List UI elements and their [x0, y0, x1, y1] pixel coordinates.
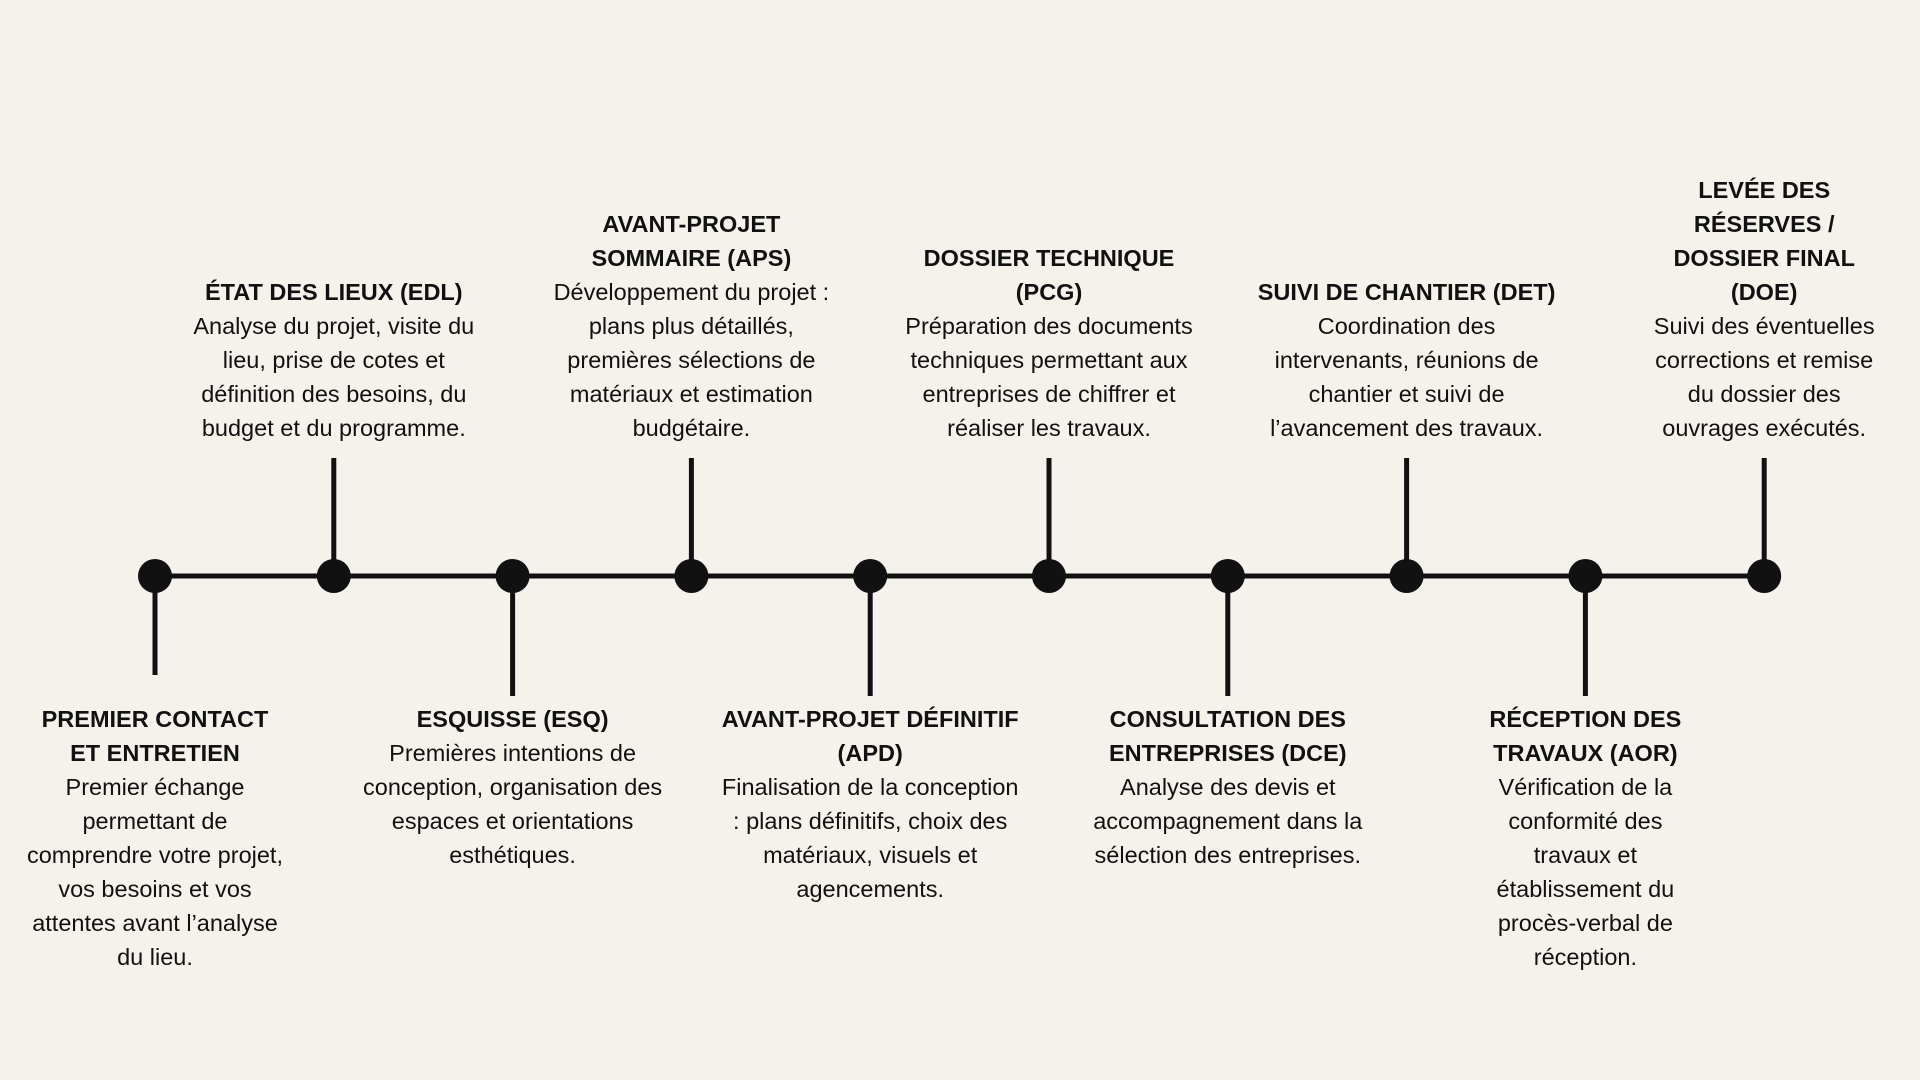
step-title: ESQUISSE (ESQ)	[416, 706, 609, 732]
step-description: Analyse des devis et accompagnement dans la sélection des entreprises.	[1093, 774, 1363, 868]
step-title: PREMIER CONTACT ET ENTRETIEN	[41, 706, 269, 766]
step-block	[184, 275, 484, 445]
step-description: Préparation des documents techniques permettant aux entreprises de chiffrer et réaliser les travaux.	[905, 313, 1193, 441]
step-description: Vérification de la conformité des travaux et établissement du procès-verbal de réception.	[1496, 774, 1675, 970]
step-description: Finalisation de la conception : plans définitifs, choix des matériaux, visuels et agencements.	[721, 774, 1019, 902]
step-description: Développement du projet : plans plus détaillés, premières sélections de matériaux et estimation budgétaire.	[553, 279, 830, 441]
step-dot	[1390, 559, 1424, 593]
step-title: CONSULTATION DES ENTREPRISES (DCE)	[1108, 706, 1347, 766]
step-title: SUIVI DE CHANTIER (DET)	[1257, 279, 1556, 305]
step-dot	[317, 559, 351, 593]
step-dot	[496, 559, 530, 593]
step-dot	[674, 559, 708, 593]
step-dot	[1211, 559, 1245, 593]
step-title: AVANT-PROJET SOMMAIRE (APS)	[591, 211, 792, 271]
step-description: Coordination des intervenants, réunions de chantier et suivi de l’avancement des travaux.	[1270, 313, 1544, 441]
step-block	[720, 702, 1020, 906]
step-title: RÉCEPTION DES TRAVAUX (AOR)	[1489, 706, 1682, 766]
step-description: Analyse du projet, visite du lieu, prise de cotes et définition des besoins, du budget et du programme.	[193, 313, 475, 441]
step-block	[1078, 702, 1378, 872]
step-block	[899, 241, 1199, 445]
step-dot	[853, 559, 887, 593]
step-title: AVANT-PROJET DÉFINITIF (APD)	[721, 706, 1019, 766]
step-description: Premier échange permettant de comprendre votre projet, vos besoins et vos attentes avant l’analyse du lieu.	[26, 774, 283, 970]
step-title: ÉTAT DES LIEUX (EDL)	[204, 279, 463, 305]
step-description: Premières intentions de conception, organisation des espaces et orientations esthétiques.	[363, 740, 663, 868]
step-description: Suivi des éventuelles corrections et remise du dossier des ouvrages exécutés.	[1653, 313, 1875, 441]
step-block	[1475, 702, 1695, 974]
step-block	[1642, 173, 1887, 445]
step-dot	[138, 559, 172, 593]
step-dot	[1568, 559, 1602, 593]
step-block	[25, 702, 285, 974]
step-title: LEVÉE DES RÉSERVES / DOSSIER FINAL (DOE)	[1673, 177, 1855, 305]
step-block	[363, 702, 663, 872]
step-title: DOSSIER TECHNIQUE (PCG)	[923, 245, 1175, 305]
step-dot	[1747, 559, 1781, 593]
step-dot	[1032, 559, 1066, 593]
step-block	[541, 207, 841, 445]
step-block	[1257, 275, 1557, 445]
